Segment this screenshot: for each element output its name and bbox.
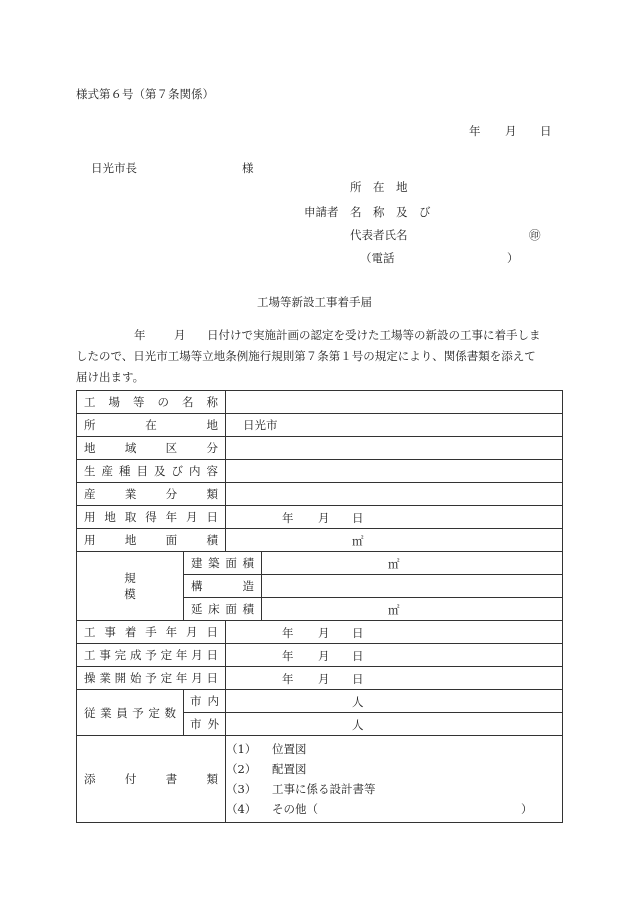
date-month: 月 (505, 124, 517, 138)
row-product (77, 460, 563, 483)
addressee-name: 日光市長 (91, 161, 137, 175)
land-date-value[interactable]: 年 月 日 (226, 506, 563, 529)
date-day: 日 (540, 124, 552, 138)
area-zone-label: 地 域 区 分 (77, 437, 226, 460)
floor-area-value[interactable]: ㎡ (388, 603, 400, 617)
row-factory-name (77, 391, 563, 414)
row-start-date (77, 621, 563, 644)
attachment-item: （3） 工事に係る設計書等 (226, 782, 376, 796)
row-building-area (77, 552, 563, 575)
row-operation-date (77, 667, 563, 690)
applicant-rep-label: 代表者氏名 (350, 228, 408, 242)
outside-city-value[interactable]: 人 (226, 713, 563, 736)
applicant-location-label: 所 在 地 (350, 180, 408, 194)
notification-table (76, 390, 563, 823)
land-area-value[interactable]: ㎡ (226, 529, 563, 552)
land-date-label: 用 地 取 得 年 月 日 (77, 506, 226, 529)
completion-date-label: 工 事 完 成 予 定 年 月 日 (77, 644, 226, 667)
location-value[interactable]: 日光市 (226, 414, 563, 437)
factory-name-label: 工 場 等 の 名 称 (77, 391, 226, 414)
body-line2: したので、日光市工場等立地条例施行規則第７条第１号の規定により、関係書類を添えて (76, 349, 536, 363)
form-number: 様式第６号（第７条関係） (76, 87, 214, 101)
product-value[interactable] (226, 460, 563, 483)
row-land-date (77, 506, 563, 529)
structure-value[interactable] (262, 575, 562, 597)
operation-date-value[interactable]: 年 月 日 (226, 667, 563, 690)
row-attachments (77, 736, 563, 823)
start-date-label: 工 事 着 手 年 月 日 (77, 621, 226, 644)
row-area-zone (77, 437, 563, 460)
body-line3: 届け出ます。 (76, 370, 145, 384)
row-employees-inside (77, 690, 563, 713)
inside-city-label: 市 内 (184, 690, 226, 713)
phone-close: ） (507, 251, 519, 265)
land-area-label: 用 地 面 積 (77, 529, 226, 552)
scale-label: 規 模 (77, 552, 184, 621)
structure-cell: 構 造 (184, 575, 563, 598)
attachment-item: （1） 位置図 (226, 742, 307, 756)
start-date-value[interactable]: 年 月 日 (226, 621, 563, 644)
body-line1: 日付けで実施計画の認定を受けた工場等の新設の工事に着手しま (207, 328, 541, 342)
row-industry (77, 483, 563, 506)
building-area-cell: 建 築 面 積 ㎡ (184, 552, 563, 575)
employees-label: 従 業 員 予 定 数 (77, 690, 184, 736)
attachments-list (226, 736, 563, 823)
row-completion-date (77, 644, 563, 667)
building-area-value[interactable]: ㎡ (388, 557, 400, 571)
attachments-label: 添 付 書 類 (77, 736, 226, 823)
date-year: 年 (469, 124, 481, 138)
location-label: 所 在 地 (77, 414, 226, 437)
applicant-role-label: 申請者 (304, 205, 339, 219)
area-zone-value[interactable] (226, 437, 563, 460)
floor-area-cell: 延 床 面 積 ㎡ (184, 598, 563, 621)
completion-date-value[interactable]: 年 月 日 (226, 644, 563, 667)
outside-city-label: 市 外 (184, 713, 226, 736)
row-location (77, 414, 563, 437)
attachment-item[interactable]: （4） その他（ ） (226, 799, 562, 819)
body-year: 年 (134, 328, 146, 342)
seal-mark: ㊞ (529, 228, 541, 242)
applicant-name-label: 名 称 及 び (350, 205, 431, 219)
inside-city-value[interactable]: 人 (226, 690, 563, 713)
phone-open: （電話 (360, 251, 395, 265)
addressee-honorific: 様 (242, 161, 254, 175)
row-land-area (77, 529, 563, 552)
factory-name-value[interactable] (226, 391, 563, 414)
product-label: 生 産 種 目 及 び 内 容 (77, 460, 226, 483)
body-month: 月 (174, 328, 186, 342)
document-title: 工場等新設工事着手届 (257, 295, 372, 309)
attachment-close: ） (521, 802, 533, 816)
industry-label: 産 業 分 類 (77, 483, 226, 506)
operation-date-label: 操 業 開 始 予 定 年 月 日 (77, 667, 226, 690)
attachment-item: （2） 配置図 (226, 762, 307, 776)
industry-value[interactable] (226, 483, 563, 506)
